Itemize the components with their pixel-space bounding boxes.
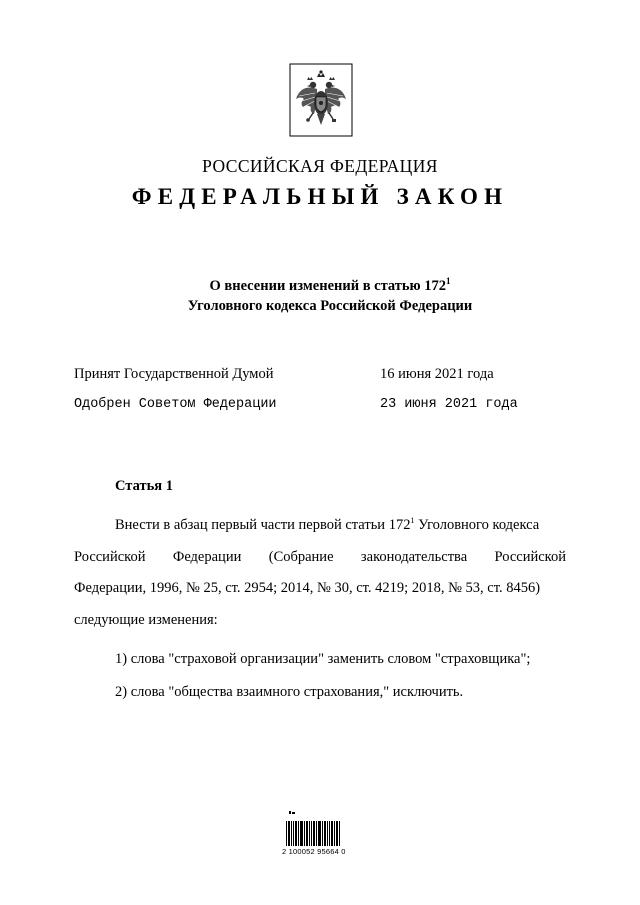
adoption-date-council: 23 июня 2021 года xyxy=(380,397,518,412)
coat-of-arms-emblem xyxy=(289,63,353,137)
adoption-label-duma: Принят Государственной Думой xyxy=(74,366,274,382)
article-heading: Статья 1 xyxy=(115,478,173,494)
title-line-2: Уголовного кодекса Российской Федерации xyxy=(187,298,473,314)
article-paragraph xyxy=(74,510,566,636)
paragraph-line-4: следующие изменения: xyxy=(74,611,218,628)
paragraph-superscript: 1 xyxy=(410,516,415,525)
paragraph-line-1-text: Внести в абзац первый части первой статьи 172 xyxy=(115,517,411,533)
paragraph-line-1-tail: Уголовного кодекса xyxy=(414,517,540,533)
barcode-number: 2 100052 95664 0 xyxy=(282,847,346,856)
adoption-date-duma: 16 июня 2021 года xyxy=(380,366,494,382)
country-name: РОССИЙСКАЯ ФЕДЕРАЦИЯ xyxy=(202,156,438,176)
paragraph-line-3: Федерации, 1996, № 25, ст. 2954; 2014, № 30, ст. 4219; 2018, № 53, ст. 8456) xyxy=(74,580,541,596)
title-line-1: О внесении изменений в статью 172 xyxy=(209,278,447,294)
adoption-label-council: Одобрен Советом Федерации xyxy=(74,397,277,412)
title-superscript: 1 xyxy=(446,276,451,286)
paragraph-line-2: Российской Федерации (Собрание законодательства Российской xyxy=(74,548,566,565)
paragraph-line-1 xyxy=(74,510,566,542)
law-title xyxy=(0,276,640,316)
amendment-item-2: 2) слова "общества взаимного страхования," исключить. xyxy=(115,684,464,700)
document-type: ФЕДЕРАЛЬНЫЙ ЗАКОН xyxy=(131,184,509,209)
amendment-item-1: 1) слова "страховой организации" заменить словом "страховщика"; xyxy=(115,651,531,667)
